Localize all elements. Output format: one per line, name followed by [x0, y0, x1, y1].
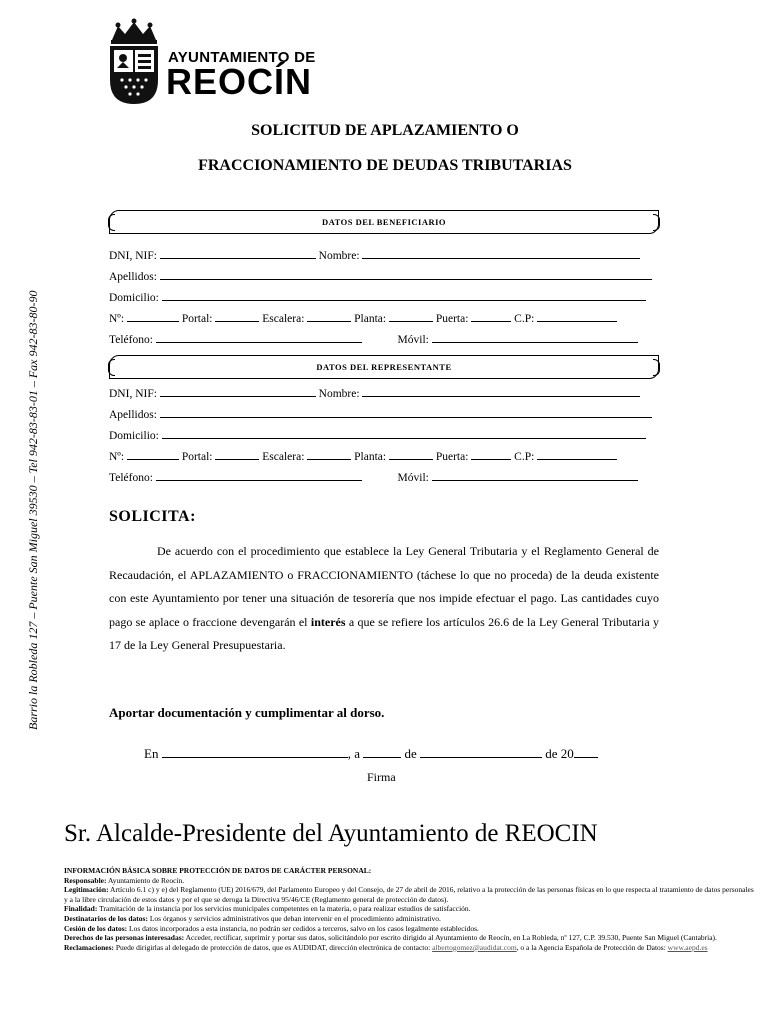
representante-row-domicilio [109, 428, 646, 442]
representante-row-direccion [109, 449, 617, 463]
representante-banner: DATOS DEL REPRESENTANTE [109, 355, 659, 379]
telefono-label: Teléfono: [109, 334, 153, 346]
a-label: , a [347, 746, 360, 761]
portal-label: Portal: [181, 313, 213, 325]
representante-row-telefono [109, 470, 638, 484]
escalera-input[interactable] [307, 311, 351, 322]
finalidad-label: Finalidad: [64, 904, 98, 914]
solicita-text-end: a que se refiere los artículos 26.6 de la Ley General Tributaria y 17 de la Ley General Presupuestaria. [109, 614, 659, 652]
title-line-1: SOLICITUD DE APLAZAMIENTO O [251, 122, 519, 139]
telefono-input[interactable] [156, 332, 362, 343]
domicilio-input[interactable] [162, 290, 646, 301]
escalera-label: Escalera: [262, 451, 305, 463]
domicilio-label: Domicilio: [109, 292, 159, 304]
apellidos-label: Apellidos: [109, 271, 157, 283]
title-line-2: FRACCIONAMIENTO DE DEUDAS TRIBUTARIAS [198, 157, 572, 174]
telefono-input[interactable] [156, 470, 362, 481]
nombre-input[interactable] [362, 248, 640, 259]
solicita-heading: SOLICITA: [109, 508, 196, 525]
mes-input[interactable] [420, 747, 542, 758]
movil-label: Móvil: [397, 334, 429, 346]
brand-main-text: REOCÍN [166, 61, 313, 102]
movil-input[interactable] [432, 470, 638, 481]
nombre-label: Nombre: [318, 250, 360, 262]
brand-top-text: AYUNTAMIENTO DE [168, 49, 316, 66]
movil-input[interactable] [432, 332, 638, 343]
cp-input[interactable] [537, 449, 617, 460]
aportar-note: Aportar documentación y cumplimentar al dorso. [109, 705, 385, 720]
puerta-label: Puerta: [435, 451, 469, 463]
puerta-label: Puerta: [435, 313, 469, 325]
derechos-text: Acceder, rectificar, suprimir y portar sus datos, solicitándolo por escrito dirigido al Ayuntamiento de Reocín, en La Robleda, nº 127, C.P. 39.530, Puente San Miguel (Cantabria). [184, 933, 717, 943]
beneficiario-row-apellidos [109, 269, 652, 283]
escalera-label: Escalera: [262, 313, 305, 325]
cesion-text: Los datos incorporados a esta instancia, no podrán ser cedidos a terceros, salvo en los casos legalmente establecidos. [127, 923, 479, 933]
escalera-input[interactable] [307, 449, 351, 460]
cesion-label: Cesión de los datos: [64, 923, 128, 933]
finalidad-text: Tramitación de la instancia por los servicios municipales competentes en la materia, o para realizar estudios de satisfacción. [97, 904, 471, 914]
domicilio-label: Domicilio: [109, 430, 159, 442]
numero-label: Nº: [109, 451, 125, 463]
planta-input[interactable] [389, 311, 433, 322]
apellidos-label: Apellidos: [109, 409, 157, 421]
beneficiario-row-telefono [109, 332, 638, 346]
lugar-fecha-row [144, 746, 598, 762]
derechos-label: Derechos de las personas interesadas: [64, 933, 185, 943]
nombre-label: Nombre: [318, 388, 360, 400]
lugar-input[interactable] [162, 747, 348, 758]
dni-label: DNI, NIF: [109, 388, 157, 400]
de20-label: de 20 [545, 746, 574, 761]
responsable-text: Ayuntamiento de Reocín. [106, 875, 185, 885]
cp-input[interactable] [537, 311, 617, 322]
beneficiario-row-direccion [109, 311, 617, 325]
en-label: En [144, 746, 159, 761]
portal-input[interactable] [215, 311, 259, 322]
planta-label: Planta: [354, 313, 387, 325]
representante-row-dni [109, 386, 640, 400]
legal-info [64, 866, 754, 952]
domicilio-input[interactable] [162, 428, 646, 439]
puerta-input[interactable] [471, 449, 511, 460]
legitimacion-label: Legitimación: [64, 885, 109, 895]
reclamaciones-text: Puede dirigirlas al delegado de protección de datos, que es AUDIDAT, dirección electrónica de contacto: [113, 942, 433, 952]
destinatario: Sr. Alcalde-Presidente del Ayuntamiento de REOCIN [64, 820, 598, 847]
dni-input[interactable] [160, 386, 316, 397]
legitimacion-text: Artículo 6.1 c) y e) del Reglamento (UE) 2016/679, del Parlamento Europeo y del Consejo, de 27 de abril de 2016, relativo a la protección de las personas físicas en lo que respecta al tratamiento de datos personales y a la libre circulación de estos datos y por el que se deroga la Directiva 95/46/CE (Reglamento general de protección de datos). [64, 885, 754, 904]
dni-input[interactable] [160, 248, 316, 259]
telefono-label: Teléfono: [109, 472, 153, 484]
address-side-text: Barrio la Robleda 127 – Puente San Miguel 39530 – Tel 942-83-83-01 – Fax 942-83-80-90 [26, 290, 40, 730]
cp-label: C.P: [514, 313, 535, 325]
destinatarios-text: Los órganos y servicios administrativos que deban intervenir en el procedimiento administrativo. [147, 913, 441, 923]
numero-input[interactable] [127, 449, 179, 460]
reclamaciones-label: Reclamaciones: [64, 942, 114, 952]
apellidos-input[interactable] [160, 269, 652, 280]
reclamaciones-end-text: , o a la Agencia Española de Protección de Datos: [516, 942, 668, 952]
de-label: de [404, 746, 417, 761]
solicita-bold: interés [310, 614, 346, 629]
planta-label: Planta: [354, 451, 387, 463]
beneficiario-row-dni [109, 248, 640, 262]
portal-label: Portal: [181, 451, 213, 463]
solicita-paragraph [109, 540, 659, 658]
anio-input[interactable] [574, 747, 598, 758]
puerta-input[interactable] [471, 311, 511, 322]
movil-label: Móvil: [397, 472, 429, 484]
beneficiario-row-domicilio [109, 290, 646, 304]
solicita-text: De acuerdo con el procedimiento que establece la Ley General Tributaria y el Reglamento General de Recaudación, el APLAZAMIENTO o FRACCIONAMIENTO (táchese lo que no proceda) de la deuda existente con este Ayuntamiento por tener una situación de tesorería que nos impide efectuar el pago. Las cantidades cuyo pago se aplace o fraccione devengarán el [109, 544, 659, 629]
representante-row-apellidos [109, 407, 652, 421]
destinatarios-label: Destinatarios de los datos: [64, 913, 148, 923]
portal-input[interactable] [215, 449, 259, 460]
aepd-link[interactable]: www.aepd.es [667, 942, 708, 952]
apellidos-input[interactable] [160, 407, 652, 418]
beneficiario-banner: DATOS DEL BENEFICIARIO [109, 210, 659, 234]
cp-label: C.P: [514, 451, 535, 463]
dni-label: DNI, NIF: [109, 250, 157, 262]
dia-input[interactable] [363, 747, 401, 758]
firma-label: Firma [367, 770, 396, 784]
email-link[interactable]: albertogomez@audidat.com [432, 942, 517, 952]
numero-input[interactable] [127, 311, 179, 322]
responsable-label: Responsable: [64, 875, 107, 885]
nombre-input[interactable] [362, 386, 640, 397]
numero-label: Nº: [109, 313, 125, 325]
planta-input[interactable] [389, 449, 433, 460]
legal-heading: INFORMACIÓN BÁSICA SOBRE PROTECCIÓN DE DATOS DE CARÁCTER PERSONAL: [64, 866, 372, 875]
